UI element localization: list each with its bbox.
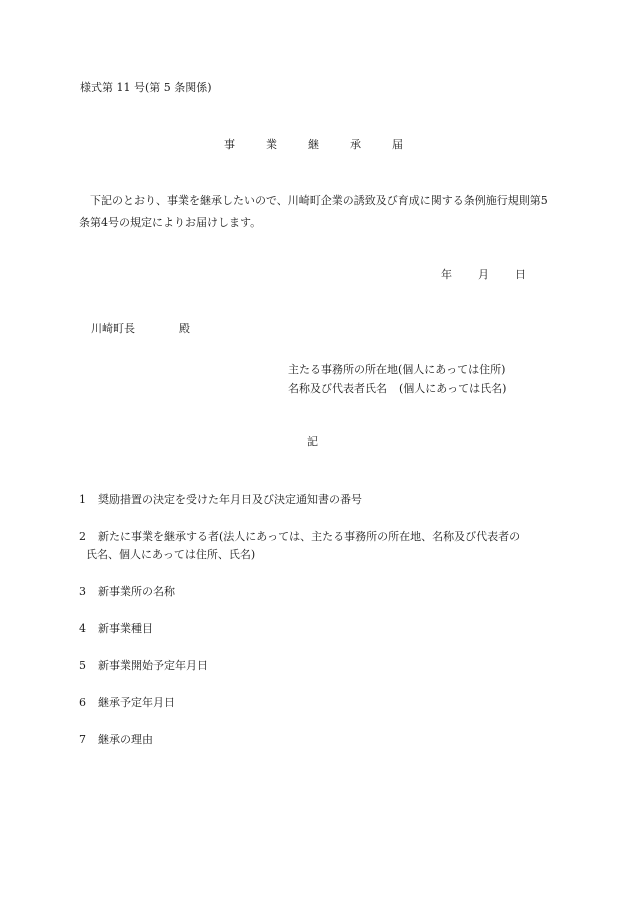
list-item (79, 730, 153, 749)
item-number: 4 (79, 622, 86, 635)
recipient-honorific: 殿 (179, 322, 190, 335)
item-text: 新事業所の名称 (98, 585, 175, 598)
title-char: 事 (224, 138, 235, 151)
list-item-continuation: 氏名、個人にあっては住所、氏名) (86, 548, 256, 561)
recipient (91, 322, 190, 335)
list-item (79, 490, 362, 509)
item-text: 新事業種目 (98, 622, 153, 635)
applicant-name-label: 名称及び代表者氏名 (288, 382, 387, 395)
applicant-block (288, 360, 506, 398)
list-item (79, 693, 175, 712)
title-char: 届 (392, 138, 403, 151)
date-month: 月 (478, 268, 489, 281)
list-item (79, 527, 520, 546)
form-number: 様式第 11 号(第 5 条関係) (80, 81, 212, 94)
item-text: 新たに事業を継承する者(法人にあっては、主たる事務所の所在地、名称及び代表者の (98, 530, 521, 543)
item-number: 3 (79, 585, 86, 598)
title-char: 継 (308, 138, 319, 151)
item-text: 継承予定年月日 (98, 696, 175, 709)
item-number: 1 (79, 493, 86, 506)
date-year: 年 (441, 268, 452, 281)
ki-heading: 記 (307, 435, 318, 448)
item-number: 6 (79, 696, 86, 709)
item-text: 継承の理由 (98, 733, 153, 746)
document-title (224, 138, 434, 151)
list-item (79, 656, 208, 675)
date-day: 日 (515, 268, 526, 281)
item-number: 2 (79, 530, 86, 543)
title-char: 業 (266, 138, 277, 151)
list-item (79, 619, 153, 638)
item-text: 新事業開始予定年月日 (98, 659, 208, 672)
applicant-name-note: (個人にあっては氏名) (399, 382, 507, 395)
list-item (79, 582, 175, 601)
item-text: 奨励措置の決定を受けた年月日及び決定通知書の番号 (98, 493, 362, 506)
title-char: 承 (350, 138, 361, 151)
applicant-address-label: 主たる事務所の所在地(個人にあっては住所) (288, 363, 506, 376)
date-line (441, 268, 552, 281)
applicant-name-line (288, 379, 506, 398)
recipient-name: 川崎町長 (91, 322, 135, 335)
item-number: 7 (79, 733, 86, 746)
body-paragraph: 下記のとおり、事業を継承したいので、川崎町企業の誘致及び育成に関する条例施行規則第5条第4号の規定によりお届けします。 (79, 194, 548, 229)
item-number: 5 (79, 659, 86, 672)
